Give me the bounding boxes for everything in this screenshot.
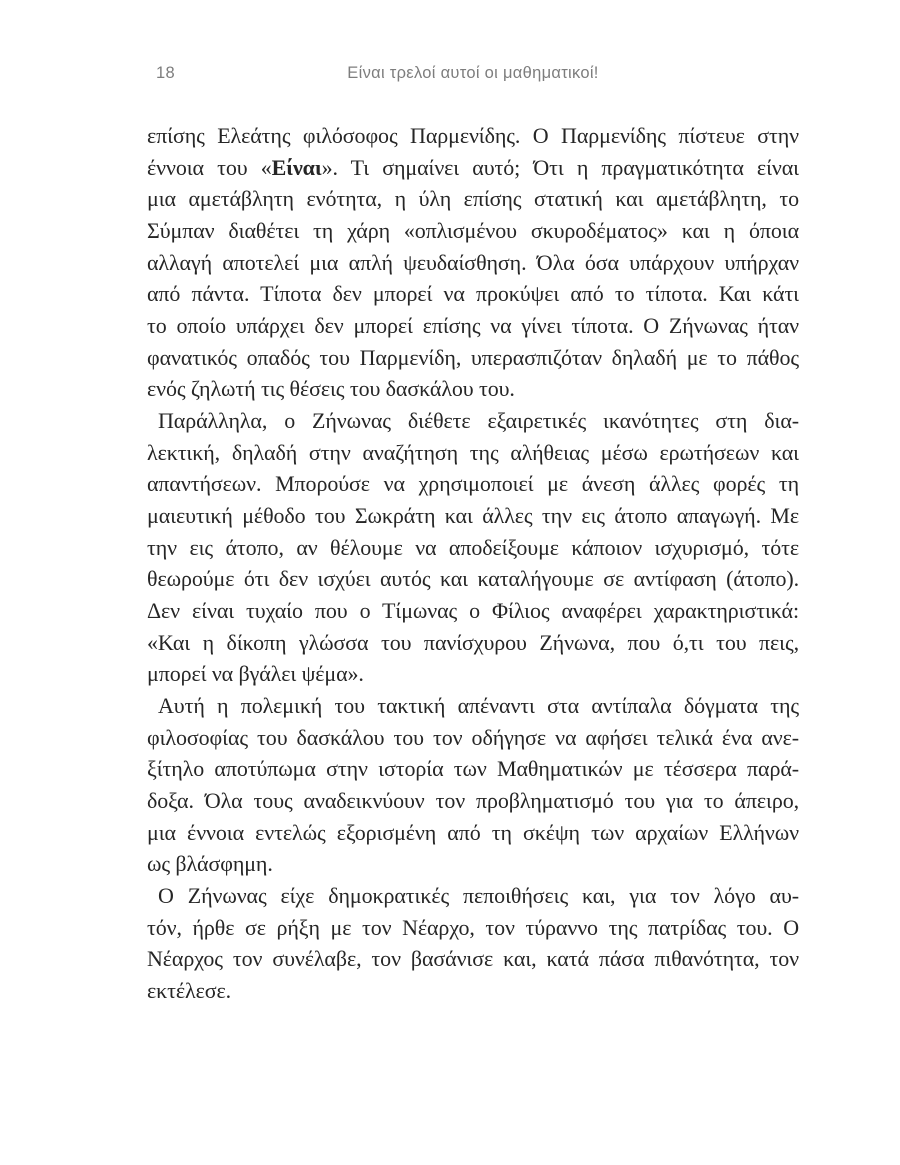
text-line: εκτέλεσε. — [147, 978, 232, 1004]
text-line: λεκτική, δηλαδή στην αναζήτηση της αλήθειας μέσω ερωτήσεων και — [147, 439, 799, 465]
text-line: μια αμετάβλητη ενότητα, η ύλη επίσης στατική και αμετάβλητη, το — [147, 186, 799, 212]
text-line: επίσης Ελεάτης φιλόσοφος Παρμενίδης. Ο Παρμενίδης πίστευε στην — [147, 123, 799, 148]
text-line: Σύμπαν διαθέτει τη χάρη «οπλισμένου σκυροδέματος» και η όποια — [147, 218, 799, 244]
text-line: μια έννοια εντελώς εξορισμένη από τη σκέψη των αρχαίων Ελλήνων — [147, 819, 799, 845]
paragraph — [147, 690, 799, 880]
text-line: Παράλληλα, ο Ζήνωνας διέθετε εξαιρετικές ικανότητες στη δια- — [158, 408, 799, 434]
text-segment: έννοια του « — [147, 154, 272, 180]
text-line: θεωρούμε ότι δεν ισχύει αυτός και καταλήγουμε σε αντίφαση (άτοπο). — [147, 566, 799, 592]
text-line: ενός ζηλωτή τις θέσεις του δασκάλου του. — [147, 376, 515, 402]
bold-term: Είναι — [271, 154, 322, 180]
text-segment: ». Τι σημαίνει αυτό; Ότι η πραγματικότητα είναι — [321, 154, 799, 180]
page-body — [147, 120, 799, 1007]
text-line: φανατικός οπαδός του Παρμενίδη, υπερασπιζόταν δηλαδή με το πάθος — [147, 344, 799, 370]
text-line — [147, 152, 799, 184]
text-line: ως βλάσφημη. — [147, 851, 273, 877]
text-line: την εις άτοπο, αν θέλουμε να αποδείξουμε κάποιον ισχυρισμό, τότε — [147, 534, 799, 560]
text-line: φιλοσοφίας του δασκάλου του τον οδήγησε να αφήσει τελικά ένα ανε- — [147, 724, 799, 750]
page-header — [147, 64, 799, 86]
text-line: ξίτηλο αποτύπωμα στην ιστορία των Μαθηματικών με τέσσερα παρά- — [147, 756, 799, 782]
text-line: Δεν είναι τυχαίο που ο Τίμωνας ο Φίλιος αναφέρει χαρακτηριστικά: — [147, 598, 799, 624]
page-number: 18 — [156, 64, 175, 82]
text-line: Ο Ζήνωνας είχε δημοκρατικές πεποιθήσεις και, για τον λόγο αυ- — [158, 883, 799, 909]
paragraph — [147, 880, 799, 1007]
text-line: απαντήσεων. Μπορούσε να χρησιμοποιεί με άνεση άλλες φορές τη — [147, 471, 799, 497]
text-line: μπορεί να βγάλει ψέμα». — [147, 661, 364, 687]
paragraph — [147, 405, 799, 690]
paragraph — [147, 120, 799, 405]
text-line: Νέαρχος τον συνέλαβε, τον βασάνισε και, κατά πάσα πιθανότητα, τον — [147, 946, 799, 972]
text-line: «Και η δίκοπη γλώσσα του πανίσχυρου Ζήνωνα, που ό,τι του πεις, — [147, 629, 799, 655]
text-line: Αυτή η πολεμική του τακτική απέναντι στα αντίπαλα δόγματα της — [158, 693, 799, 719]
text-line: δοξα. Όλα τους αναδεικνύουν τον προβληματισμό του για το άπειρο, — [147, 788, 799, 814]
text-line: το οποίο υπάρχει δεν μπορεί επίσης να γίνει τίποτα. Ο Ζήνωνας ήταν — [147, 313, 799, 339]
text-line: τόν, ήρθε σε ρήξη με τον Νέαρχο, τον τύραννο της πατρίδας του. Ο — [147, 914, 799, 940]
text-line: από πάντα. Τίποτα δεν μπορεί να προκύψει από το τίποτα. Και κάτι — [147, 281, 799, 307]
text-line: αλλαγή αποτελεί μια απλή ψευδαίσθηση. Όλα όσα υπάρχουν υπήρχαν — [147, 249, 799, 275]
running-title: Είναι τρελοί αυτοί οι μαθηματικοί! — [347, 64, 599, 82]
text-line: μαιευτική μέθοδο του Σωκράτη και άλλες την εις άτοπο απαγωγή. Με — [147, 503, 799, 529]
